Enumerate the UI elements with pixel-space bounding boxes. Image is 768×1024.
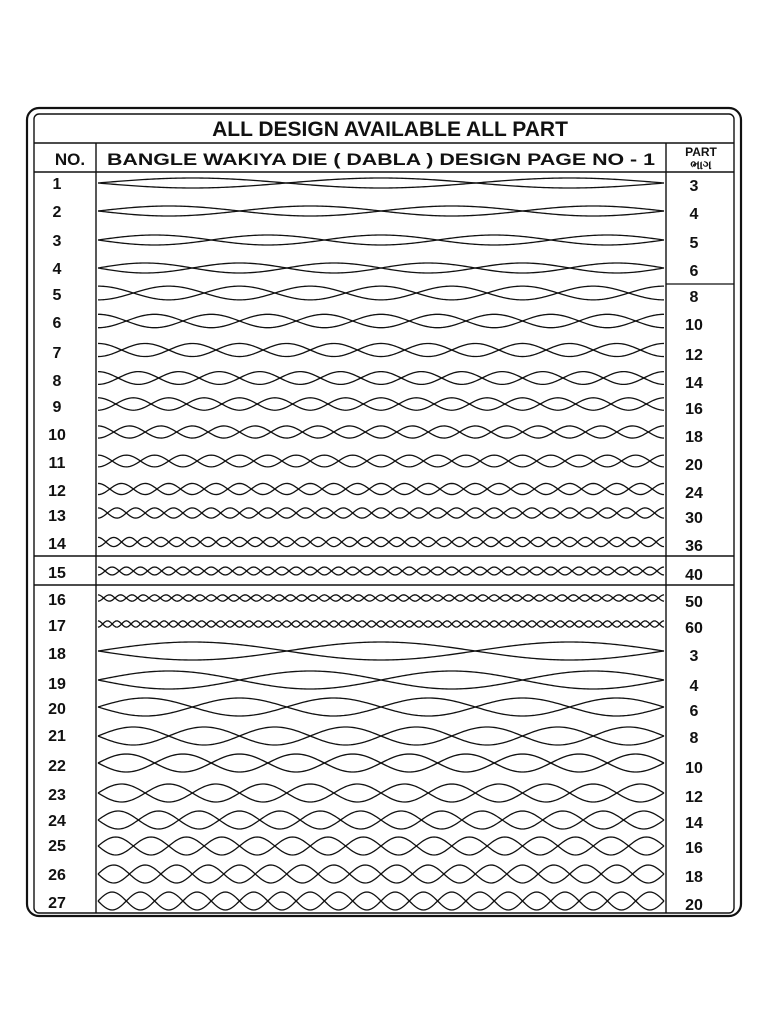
part-count: 36 xyxy=(685,538,703,555)
part-count: 8 xyxy=(689,730,699,747)
design-number: 7 xyxy=(52,345,62,362)
column-header-design: BANGLE WAKIYA DIE ( DABLA ) DESIGN PAGE NO - 1 xyxy=(107,150,655,169)
design-number: 22 xyxy=(48,758,66,775)
design-number: 3 xyxy=(52,233,62,250)
part-count: 5 xyxy=(689,235,699,252)
design-number: 2 xyxy=(52,204,62,221)
part-count: 40 xyxy=(685,567,703,584)
design-number: 23 xyxy=(48,787,66,804)
part-count: 8 xyxy=(689,289,699,306)
sheet-title: ALL DESIGN AVAILABLE ALL PART xyxy=(212,118,568,141)
part-count: 16 xyxy=(685,401,703,418)
design-number: 8 xyxy=(52,373,62,390)
design-number: 9 xyxy=(52,399,62,416)
design-number: 11 xyxy=(48,455,66,472)
column-header-part: PART xyxy=(685,145,717,159)
design-number: 24 xyxy=(48,813,66,830)
design-number: 18 xyxy=(48,646,66,663)
part-count: 20 xyxy=(685,457,703,474)
part-count: 60 xyxy=(685,620,703,637)
design-number: 12 xyxy=(48,483,66,500)
part-count: 3 xyxy=(689,178,699,195)
part-count: 16 xyxy=(685,840,703,857)
part-count: 20 xyxy=(685,897,703,914)
part-count: 6 xyxy=(689,263,699,280)
design-number: 13 xyxy=(48,508,66,525)
design-number: 15 xyxy=(48,565,66,582)
column-header-no: NO. xyxy=(54,150,86,169)
part-count: 18 xyxy=(685,429,703,446)
design-number: 5 xyxy=(52,287,62,304)
column-header-part-gujarati: ભાગ xyxy=(690,158,712,172)
design-number: 25 xyxy=(48,838,66,855)
part-count: 6 xyxy=(689,703,699,720)
part-count: 50 xyxy=(685,594,703,611)
design-number: 27 xyxy=(48,895,66,912)
design-number: 16 xyxy=(48,592,66,609)
design-number: 26 xyxy=(48,867,66,884)
design-number: 19 xyxy=(48,676,66,693)
part-count: 30 xyxy=(685,510,703,527)
part-count: 12 xyxy=(685,347,703,364)
part-count: 14 xyxy=(685,815,703,832)
part-count: 10 xyxy=(685,317,703,334)
design-number: 6 xyxy=(52,315,62,332)
part-count: 12 xyxy=(685,789,703,806)
part-count: 14 xyxy=(685,375,703,392)
part-count: 10 xyxy=(685,760,703,777)
design-number: 1 xyxy=(52,176,62,193)
part-count: 18 xyxy=(685,869,703,886)
design-number: 4 xyxy=(52,261,62,278)
design-number: 10 xyxy=(48,427,66,444)
part-count: 24 xyxy=(685,485,703,502)
part-count: 4 xyxy=(689,678,699,695)
design-number: 20 xyxy=(48,701,66,718)
design-number: 17 xyxy=(48,618,66,635)
part-count: 4 xyxy=(689,206,699,223)
part-count: 3 xyxy=(689,648,699,665)
design-number: 21 xyxy=(48,728,66,745)
design-number: 14 xyxy=(48,536,66,553)
